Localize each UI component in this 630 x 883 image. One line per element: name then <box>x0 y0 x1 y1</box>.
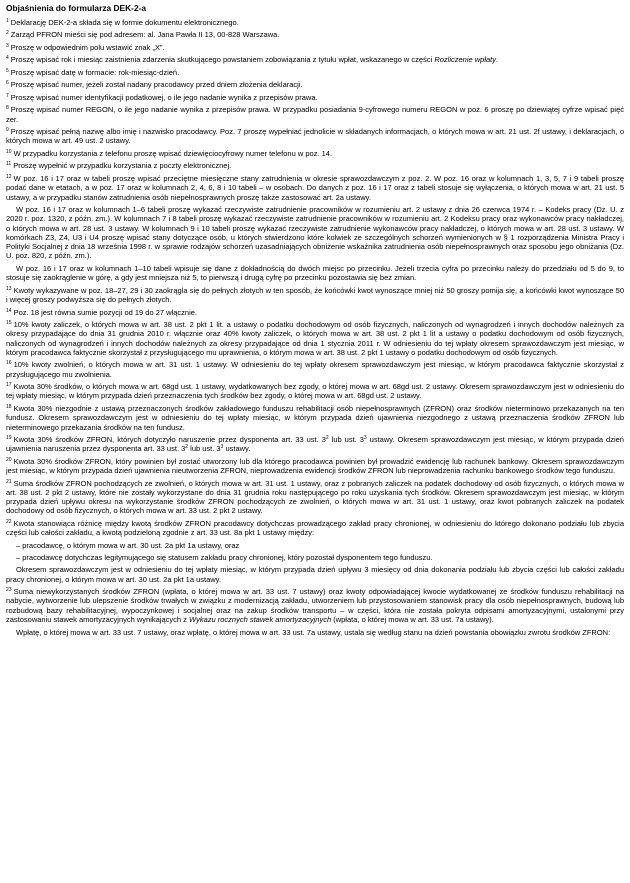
footnote-23 <box>6 587 624 624</box>
note-text: ustawy. Okresem sprawozdawczym jest miesiąc, w którym przypada dzień ujawnienia naruszenia przez dysponenta art. 33 ust. 3 <box>6 435 624 454</box>
footnote-10 <box>6 149 624 158</box>
footnote-number: 15 <box>6 320 12 327</box>
footnote-14 <box>6 308 624 317</box>
note-text: Poz. 18 jest równa sumie pozycji od 19 do 27 włącznie. <box>13 307 197 317</box>
footnote-number: 17 <box>6 382 12 389</box>
footnote-9 <box>6 127 624 146</box>
note-text: Kwota 30% niezgodnie z ustawą przeznaczonych środków zakładowego funduszu rehabilitacji osób niepełnosprawnych (ZFRON) oraz środków nieterminowo przekazanych na ten fundusz. Okresem sprawozdawczym jest w odniesieniu do tej wpłaty miesiąc, w którym przypada dzień ujawnienia niezgodnego z ustawą przeznaczenia środków ZFRON lub nieterminowego przekazania środków na ten fundusz. <box>6 403 624 432</box>
footnote-number: 2 <box>6 30 9 37</box>
note-text: 10% kwoty zaliczek, o których mowa w art. 38 ust. 2 pkt 1 lit. a ustawy o podatku dochodowym od osób fizycznych, naliczonych od wynagrodzeń i innych dochodów należnych za okresy przypadające do dnia 31 grudnia 2010 r. włącznie oraz 40% kwoty zaliczek, o których mowa w art. 38 ust. 2 pkt 1 lit a ustawy o podatku dochodowym od osób fizycznych, naliczonych od wynagrodzeń i innych dochodów należnych za okresy przypadające od dnia 1 stycznia 2011 r. W odniesieniu do tej wpłaty okresem sprawozdawczym jest miesiąc, w którym pracodawca faktycznie skorzystał z przysługującego mu uprawnienia, o którym mowa w art. 38 ust. 2 pkt 1 ustawy o podatku dochodowym od osób fizycznych. <box>6 320 624 357</box>
note-text: Proszę wpisać numer REGON, o ile jego nadanie wynika z przepisów prawa. W przypadku posiadania 9-cyfrowego numeru REGON w poz. 6 proszę po dziewiątej cyfrze wpisać pięć zer. <box>6 105 624 124</box>
footnote-6 <box>6 80 624 89</box>
footnote-number: 21 <box>6 478 12 485</box>
footnote-17 <box>6 382 624 401</box>
note-text: ustawy. <box>223 444 251 454</box>
note-text: Zarząd PFRON mieści się pod adresem: al. Jana Pawła II 13, 00-828 Warszawa. <box>10 30 280 40</box>
note-text: (wpłata, o której mowa w art. 33 ust. 7a ustawy). <box>331 615 494 625</box>
note-text: Kwoty wykazywane w poz. 18–27, 29 i 30 zaokrągla się do pełnych złotych w ten sposób, że końcówki kwot wynoszące mniej niż 50 groszy pomija się, a końcówki kwot wynoszące 50 i więcej groszy podwyższa się do pełnych złotych. <box>6 285 624 305</box>
note-text: Kwota stanowiąca różnicę między kwotą środków ZFRON pracodawcy dotychczas prowadzącego zakład pracy chronionej, w odniesieniu do którego dokonano podziału lub zbycia części lub całości zakładu, a kwotą podzieloną zgodnie z art. 33 ust. 8a pkt 1 ustawy między: <box>6 518 624 538</box>
footnote-number: 9 <box>6 127 9 134</box>
note-text: Kwota 30% środków ZFRON, który powinien był zostać utworzony lub dla którego pracodawca powinien był prowadzić ewidencję lub rachunek bankowy. Okresem sprawozdawczym jest miesiąc, w którym przypada dzień ujawnienia nieutworzenia ZFRON, nieprowadzenia ewidencji środków ZFRON lub nieprowadzenia rachunku bankowego środków tego funduszu. <box>6 456 624 476</box>
note-text: Suma niewykorzystanych środków ZFRON (wpłata, o której mowa w art. 33 ust. 7 ustawy) oraz kwoty odpowiadającej kwocie wydatkowanej ze środków funduszu rehabilitacji na nabycie, wytworzenie lub ulepszenie środków trwałych w związku z modernizacją zakładu, utworzeniem lub przystosowaniem stanowisk pracy dla osób niepełnosprawnych, budową lub rozbudową bazy rehabilitacyjnej, wypoczynkowej i socjalnej oraz na zakup środków transportu – w części, która nie została pokryta odpisami amortyzacyjnymi, ustalonymi przy zastosowaniu stawek amortyzacyjnych wynikających z <box>6 587 624 625</box>
footnote-number: 4 <box>6 55 9 62</box>
italic-text: Wykazu rocznych stawek amortyzacyjnych <box>189 615 332 625</box>
note-text: Kwota 30% środków ZFRON, których dotyczyło naruszenie przez dysponenta art. 33 ust. 3 <box>13 435 326 445</box>
dash-marker: – <box>16 553 23 563</box>
footnote-number: 19 <box>6 435 12 442</box>
footnote-20 <box>6 457 624 476</box>
footnote-number: 14 <box>6 307 12 314</box>
footnote-4 <box>6 55 624 64</box>
footnote-12 <box>6 174 624 202</box>
footnote-16 <box>6 360 624 379</box>
footnote-18 <box>6 404 624 432</box>
superscript: 2 <box>185 444 189 451</box>
footnote-number: 1 <box>6 18 9 24</box>
note-text: . <box>496 55 499 65</box>
footnote-number: 20 <box>6 456 12 463</box>
superscript: 2 <box>325 435 329 442</box>
footnote-2 <box>6 30 624 39</box>
footnote-8 <box>6 105 624 124</box>
footnote-number: 6 <box>6 80 9 87</box>
note-text: Kwota 30% środków, o których mowa w art. 68gd ust. 1 ustawy, wydatkowanych bez zgody, o której mowa w art. 68gd ust. 2 ustawy. Okresem sprawozdawczym jest w odniesieniu do tej wpłaty miesiąc, w którym przypada dzień przeznaczenia tych środków bez zgody, o której mowa w art. 68gd ust. 2 ustawy. <box>6 382 624 401</box>
note-text: 10% kwoty zwolnień, o których mowa w art. 31 ust. 1 ustawy. W odniesieniu do tej wpłaty okresem sprawozdawczym jest miesiąc, w którym pracodawca faktycznie skorzystał z przysługującego mu zwolnienia. <box>6 360 624 379</box>
footnote-number: 8 <box>6 105 9 112</box>
note-text: W poz. 16 i 17 oraz w kolumnach 1–10 tabeli wpisuje się dane z dokładnością do dwóch miejsc po przecinku. Jeżeli trzecia cyfra po przecinku należy do przedziału od 5 do 9, to stosuje się zaokrąglenie w górę, a gdy jest mniejsza niż 5, to pierwszą i drugą cyfrę po przecinku pozostawia się bez zmian. <box>6 263 624 283</box>
footnote-number: 5 <box>6 67 9 74</box>
note-text: lub ust. 3 <box>188 444 221 454</box>
footnote-number: 22 <box>6 518 12 525</box>
document-title: Objaśnienia do formularza DEK-2-a <box>6 3 147 13</box>
footnote-continuation <box>6 264 624 283</box>
dash-list-item <box>16 541 624 550</box>
footnote-continuation <box>6 205 624 261</box>
note-text: Proszę wypełnić w przypadku korzystania z poczty elektronicznej. <box>13 161 232 171</box>
note-text: Proszę wpisać datę w formacie: rok-miesiąc-dzień. <box>10 67 180 77</box>
note-text: W poz. 16 i 17 oraz w tabeli proszę wpisać przeciętne miesięczne stany zatrudnienia w okresie sprawozdawczym z poz. 2. W poz. 16 oraz w kolumnach 1, 3, 5, 7 i 9 tabeli proszę podać dane w etatach, a w poz. 17 oraz w kolumnach 2, 4, 6, 8 i 10 tabeli – w osobach. Do danych z poz. 16 i 17 oraz z tabeli stosuje się wyłączenia, o których mowa w art. 21 ust. 5 ustawy, a w przypadku stanów zatrudnienia osób niepełnosprawnych proszę także zastosować art. 2a ustawy. <box>6 173 624 202</box>
note-text: Proszę w odpowiednim polu wstawić znak „X”. <box>10 42 165 52</box>
footnotes-list <box>6 18 624 637</box>
footnote-15 <box>6 320 624 357</box>
footnote-number: 18 <box>6 403 12 410</box>
note-text: W przypadku korzystania z telefonu proszę wpisać dziewięciocyfrowy numer telefonu w poz. 14. <box>13 148 333 158</box>
dash-marker: – <box>16 540 23 550</box>
note-text: lub ust. 3 <box>328 435 364 445</box>
note-text: Proszę wpisać numer identyfikacji podatkowej, o ile jego nadanie wynika z przepisów prawa. <box>10 92 318 102</box>
note-text: W poz. 16 i 17 oraz w kolumnach 1–6 tabeli proszę wykazać rzeczywiste zatrudnienie pracowników w rozumieniu art. 2 ustawy z dnia 26 czerwca 1974 r. – Kodeks pracy (Dz. U. z 2020 r. poz. 1320, z późn. zm.). W kolumnach 7 i 8 tabeli proszę wykazać rzeczywiste zatrudnienie pracowników w rozumieniu art. 2 Kodeksu pracy oraz wykonawców pracy nakładczej, o których mowa w art. 28 ust. 3 ustawy. W kolumnach 9 i 10 tabeli proszę wykazać rzeczywiste zatrudnienie wykonawców pracy nakładczej, o których mowa w art. 28 ust. 3 ustawy. W komórkach Z3, Z4, U3 i U4 proszę wpisać stany dotyczące osób, u których stwierdzono które kolwiek ze szczególnych schorzeń wymienionych w § 1 rozporządzenia Ministra Pracy i Polityki Socjalnej z dnia 18 września 1998 r. w sprawie rodzajów schorzeń uzasadniających obniżenie wskaźnika zatrudnienia osób niepełnosprawnych oraz sposobu jego obniżania (Dz. U. poz. 820, z późn. zm.). <box>6 205 624 261</box>
footnote-number: 3 <box>6 42 9 49</box>
footnote-number: 23 <box>6 587 12 594</box>
note-text: Suma środków ZFRON pochodzących ze zwolnień, o których mowa w art. 31 ust. 1 ustawy, oraz z pobranych zaliczek na podatek dochodowy od osób fizycznych, o których mowa w art. 38 ust. 2 pkt 2 ustawy, które nie zostały wykorzystane do dnia 31 grudnia roku następującego po roku uzyskania tych środków. Okresem sprawozdawczym jest miesiąc, w którym przypada dzień upływu okresu na wykorzystanie środków ZFRON pochodzących ze zwolnień, o których mowa w art. 31 ust. 1 ustawy, oraz kwot pobranych zaliczek na podatek dochodowy od osób fizycznych, o których mowa w art. 33 ust. 2 pkt 2 ustawy. <box>6 478 624 516</box>
note-text: pracodawcę, o którym mowa w art. 30 ust. 2a pkt 1a ustawy, oraz <box>22 540 240 550</box>
footnote-13 <box>6 286 624 305</box>
footnote-3 <box>6 43 624 52</box>
note-text: Deklarację DEK-2-a składa się w formie dokumentu elektronicznego. <box>10 18 239 27</box>
superscript: 3 <box>220 444 224 451</box>
footnote-1 <box>6 18 624 27</box>
italic-text: Rozliczenie wpłaty <box>434 55 497 65</box>
note-text: Wpłatę, o której mowa w art. 33 ust. 7 ustawy, oraz wpłatę, o której mowa w art. 33 ust. 7a ustawy, ustala się według stanu na dzień powstania obowiązku zwrotu środków ZFRON: <box>16 627 611 637</box>
footnote-number: 16 <box>6 360 12 367</box>
footnote-5 <box>6 68 624 77</box>
footnote-number: 11 <box>6 161 12 168</box>
footnote-number: 10 <box>6 148 12 155</box>
note-text: Proszę wpisać rok i miesiąc zaistnienia zdarzenia skutkującego powstaniem zobowiązania z tytułu wpłat, wskazanego w części <box>10 55 435 65</box>
dash-list-item <box>16 553 624 562</box>
footnote-number: 13 <box>6 285 12 292</box>
footnote-7 <box>6 93 624 102</box>
note-text: Proszę wpisać numer, jeżeli został nadany pracodawcy przed dniem złożenia deklaracji. <box>10 80 303 90</box>
note-text: Okresem sprawozdawczym jest w odniesieniu do tej wpłaty miesiąc, w którym przypada dzień upływu 3 miesięcy od dnia dokonania podziału lub zbycia części lub całości zakładu pracy chronionej, o którym mowa w art. 30 ust. 2a pkt 1a ustawy. <box>6 565 624 584</box>
footnote-22 <box>6 519 624 538</box>
note-text: pracodawcę dotychczas legitymującego się statusem zakładu pracy chronionej, który pozostał dysponentem tego funduszu. <box>22 553 433 563</box>
footnote-19 <box>6 435 624 454</box>
footnote-continuation <box>6 565 624 584</box>
footnote-21 <box>6 479 624 516</box>
superscript: 3 <box>363 435 367 442</box>
footnote-number: 7 <box>6 92 9 99</box>
footnote-number: 12 <box>6 173 12 180</box>
footnote-continuation <box>6 628 624 637</box>
note-text: Proszę wpisać pełną nazwę albo imię i nazwisko pracodawcy. Poz. 7 proszę wypełniać jednolicie w składanych informacjach, o których mowa w art. 21 ust. 2f ustawy, i deklaracjach, o których mowa w art. 49 ust. 2 ustawy. <box>6 127 624 146</box>
footnote-11 <box>6 161 624 170</box>
